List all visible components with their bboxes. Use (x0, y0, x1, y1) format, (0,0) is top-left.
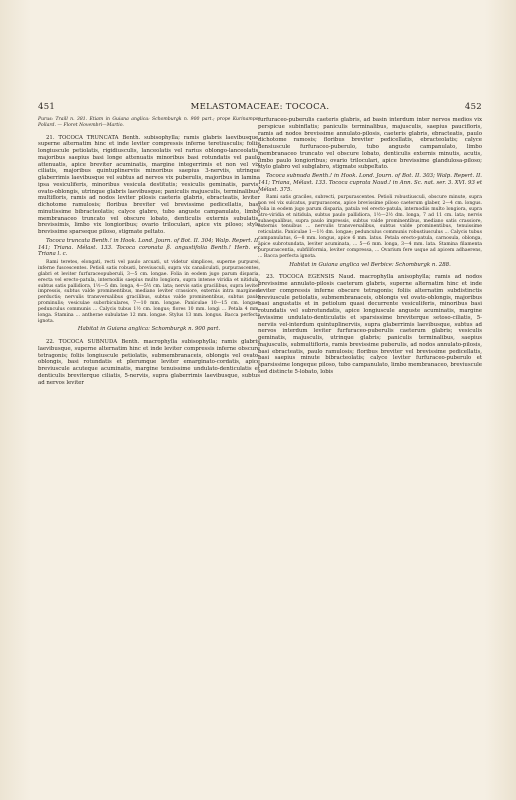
running-title: MELASTOMACEAE: TOCOCA. (190, 102, 330, 112)
species-21-details: Rami teretes, elongati, recti vel paulo arcuati, ut videtur simplices, superne purpurei, inferne fuscescentes. Petioli satis robusti, breviusculi, supra vix canaliculati, purpurascentes, glabri et leviter furfuraceopuberuli, 3—5 cm. longae. Folia in eodem jugo parum disparia, erecta vel erecto-patula, internodiis saepius multo longiora, supra intense viridia et nitidula, subtus satis pallidiora, 1½—5 dm. longa, 4—5½ cm. lata; nervis satis gracilibus, supra leviter impressis, subtus valde prominentibus, mediano leviter crassiore, externis intra marginem perductis; nervulis transversalibus gracilibus, subtus valde prominentibus, subtus paulo prominulis; vesiculae suborbiculares, 7—10 mm. longae. Paniculae 10—15 cm. longae; pedunculus communis ... Calycis tubus 1½ cm. longus; flores 10 mm. longi ... Petala 4 mm. longa. Stamina ... antherae subulatae 12 mm. longae. Stylus 13 mm. longus. Bacca perfecta ignota. (38, 260, 260, 324)
right-column (258, 117, 482, 378)
species-22-continued: furfuraceo-puberulis caeteris glabris, ad basin interdum inter nervos medios vix perspicue subinflatis; paniculis terminalibus, majusculis, saepius paucifloris, ramis ad nodos brevissime annulato-pilosis, caeteris glabris, ebracteatis, paulo dichotome ramosis; floribus breviter pedicellatis, ebracteolatis; calyce densiuscule furfuraceo-puberulo, tubo anguste campanulato, limbo membranaceo truncato vel obscure lobato, denticulis externis minutis, acutis, limbo paulo longioribus; ovario triloculari, apice brevissime glandulosa-piloso; stylo glabro vel subglabro, stigmate subpeltato. (258, 117, 482, 171)
species-22-description: 22. TOCOCA SUBNUDA Benth. macrophylla subisophylla; ramis glabris laevibusque, superne alternatim hinc et inde leviter compressis inferne obscure tetragonis; foliis longiuscule petiolatis, submembranaceis, oblongis vel ovato-oblongis, basi rotundatis et plerumque leviter emarginato-cordatis, apice breviuscule acuteque acuminatis, margine tenuissime undulato-denticulatis et denticulis breviterque ciliatis, 5-nerviis, supra glaberrimis laevibusque, subtus ad nervos leviter (38, 339, 260, 386)
species-22-details: Rami satis graciles, subrecti, purpurascentes. Petioli robustiusculi, obscure minute, supra non vel vix sulcatus, purpurascens, apice brevissime piloso caeterum glaber, 2—4 cm. longus. Folia in eodem jugo parum disparia, patula vel erecto-patula, internodiis multo longiora, supra atro-viridia et nitidula, subtus paulo pallidiora, 1½—2½ dm. longa, 7 ad 11 cm. lata; nervis subaequalibus, supra paulo impressis, subtus valde prominentibus, mediano satis crassiore, externis tenuibus ... nervulis transversalibus, subtus valde prominentibus, tenuissime reticulatis. Paniculae 1—1½ dm. longae; pedunculus communis robustiusculus ... Calycis tubus campanulatus, 6—8 mm. longus, apice 6 mm. latus. Petala erecto-patula, carnosula, oblonga, apice subrotundata, leviter acuminata, ... 5—6 mm. longa, 3—4 mm. lata. Stamina filamenta purpurascentia, subfiliformia, leviter compressa, ... Ovarium fere usque ad apicem adhaerens, ... Bacca perfecta ignota. (258, 195, 482, 259)
locality-note: Purus: Traill n. 381. Etiam in Guiana anglica: Schomburgk n. 900 part.; prope Kurinampo: Pollard. — Floret Novembri—Martio. (38, 117, 260, 128)
species-22-synonyms: Tococa subnuda Benth.! in Hook. Lond. Journ. of Bot. II. 303; Walp. Repert. II. 141; Triana, Mélast. 133. Tococa cuprata Naud.! in Ann. Sc. nat. ser. 3. XVI. 93 et Mélast. 375. (258, 173, 482, 193)
species-21-description: 21. TOCOCA TRUNCATA Benth. subisophylla; ramis glabris laevibusque, superne alternatim hinc et inde leviter compressis inferne teretiusculis; foliis longiuscule petiolatis, rigidiusculis, lanceolatis vel rarius oblongo-lanceolatis, majoribus saepius basi longe attenuatis minoribus basi rotundatis vel paulo attenuatis, apice breviter acuminatis, margine integerrimis et non vel vix ciliatis, majoribus quintuplinerviis minoribus saepius 3-nerviis, utrinque glaberrimis laevibusque vel subtus ad nervos vix puberulis, majoribus in lamina ipsa vesiculiferis, minoribus vesicula destitutis; vesiculis geminatis, parvis, ovato-oblongis, utrinque glabris laevibusque; paniculis majusculis, terminalibus, multifloris, ramis ad nodos leviter pilosis caeteris glabris, ebracteatis, leviter dichotome ramulosis; floribus breviter vel brevissime pedicellatis, basi minutissime bibracteolatis; calyce glabro, tubo anguste campanulato, limbo membranaceo truncato vel obscure lobato, denticulis externis subulatis, brevissimis, limbo vix longioribus; ovario triloculari, apice vix piloso; style brevissime sparseque piloso, stigmate peltato. (38, 134, 260, 236)
species-21-habitat: Habitat in Guiana anglica: Schomburgk n. 900 part. (77, 326, 221, 333)
page-number-right: 452 (464, 102, 482, 112)
left-column (38, 117, 260, 388)
running-header (38, 102, 482, 114)
species-23-description: 23. TOCOCA EGENSIS Naud. macrophylla anisophylla; ramis ad nodos brevissime annulato-pilosis caeterum glabris, superne alternatim hinc et inde leviter compressis inferne obscure tetragonis; foliis alternatim subdistinctis breviuscule petiolatis, submembranaceis, oblongis vel ovato-oblongis, majoribus basi angustatis et in petiolum quasi decurrente vesiculiferis, minoribus basi rotundatis vel subrotundatis, apice longiuscule anguste acuminatis, margine levissime undulato-denticulatis et sparsissime breviterque setoso-ciliatis, 5-nerviis vel-interdum quintuplinerviis, supra glaberrimis laevibusque, subtus ad nervos interdum leviter furfuraceo-puberulis caeterum glabris; vesiculis geminatis, majusculis, utrinque glabris; paniculis terminalibus, saepius majusculis, submultifloris, ramis brevissime puberulis, ad nodos annulato-pilosis, basi ebracteatis, paulo ramulosis; floribus breviter vel brevissime pedicellatis, basi saepius minute bibracteolatis; calyce leviter furfuraceo-puberulo et sparsissime longeque piloso, tubo campanulato, limbo membranaceo, breviuscule sed distincte 5-lobato, lobis (258, 274, 482, 375)
species-21-synonyms: Tococa truncata Benth.! in Hook. Lond. Journ. of Bot. II. 304; Walp. Repert. II. 141; Triana. Mélast. 133. Tococa coronata β. angustifolia Benth.! Herb. ex Triana l. c. (38, 237, 261, 258)
species-22-habitat: Habitat in Guiana anglica vel Berbice: Schomburgk n. 288. (289, 261, 451, 268)
page-number-left: 451 (38, 102, 56, 112)
